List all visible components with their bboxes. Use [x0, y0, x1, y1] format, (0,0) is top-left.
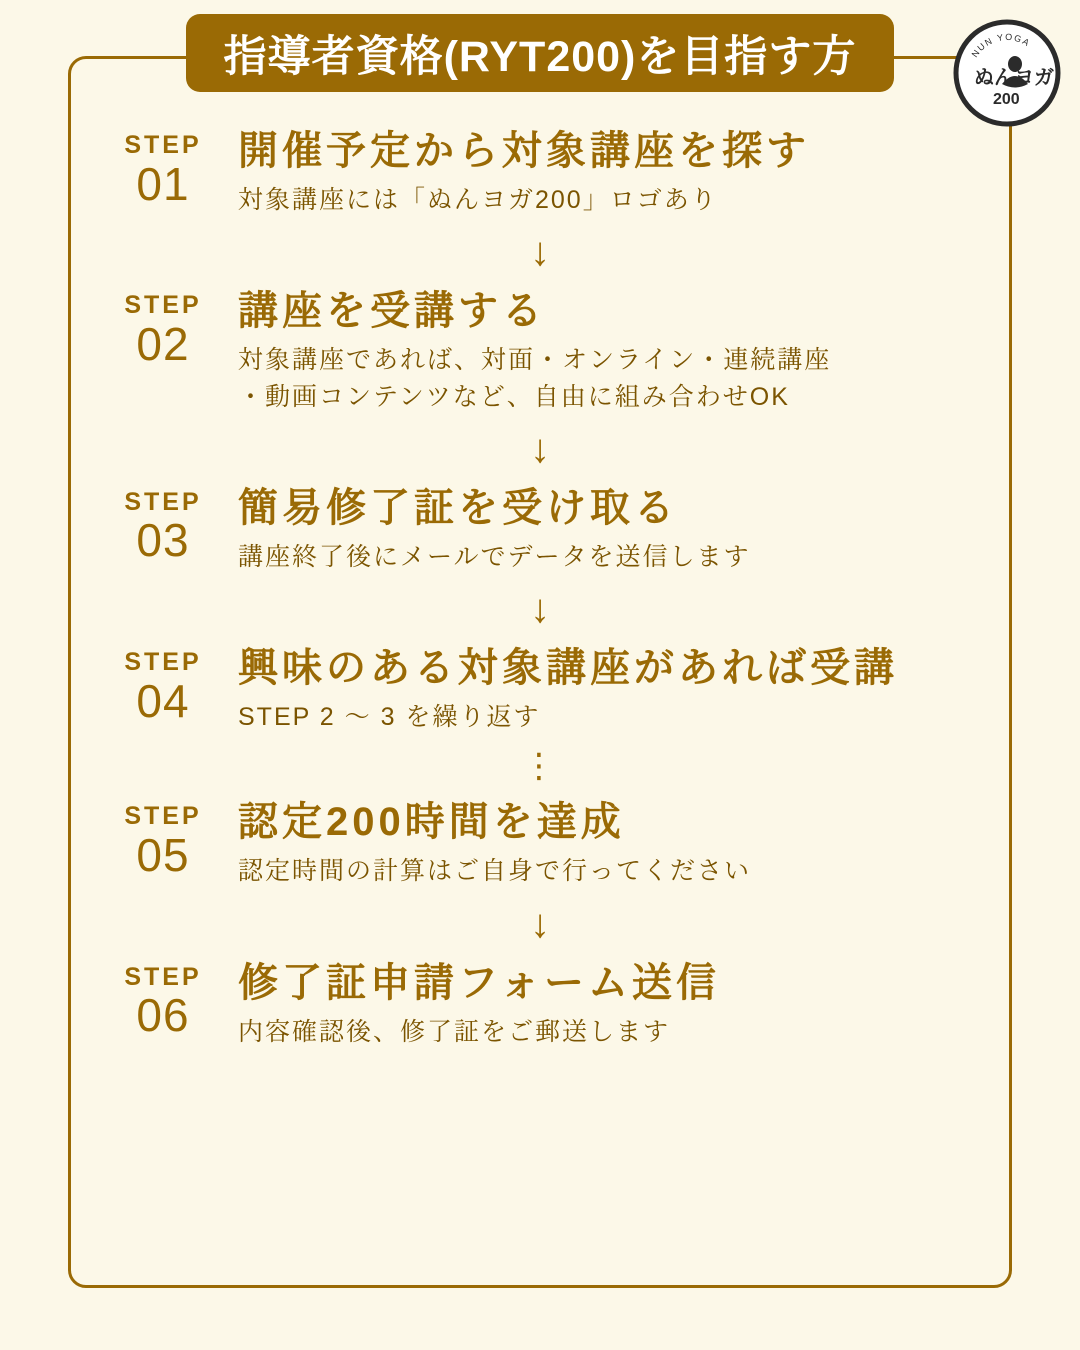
svg-text:NUN YOGA: NUN YOGA — [969, 31, 1033, 60]
step-description-line: ・動画コンテンツなど、自由に組み合わせOK — [238, 382, 790, 411]
step-heading: 簡易修了証を受け取る — [238, 485, 678, 530]
step-description-line: 講座終了後にメールでデータを送信します — [238, 542, 751, 571]
step-number: 04 — [136, 674, 190, 727]
connector-arrow: ↓ — [530, 901, 550, 946]
page-title: 指導者資格(RYT200)を目指す方 — [223, 32, 857, 81]
step-body — [222, 797, 986, 889]
step-badge — [104, 797, 222, 879]
step-heading: 開催予定から対象講座を探す — [238, 129, 810, 173]
step-badge — [104, 286, 222, 368]
step-description-line: 内容確認後、修了証をご郵送します — [238, 1017, 671, 1046]
step-word: STEP — [124, 291, 202, 320]
step-description — [238, 1014, 986, 1050]
step-row — [68, 643, 1012, 735]
connector-arrow: ↓ — [530, 230, 550, 275]
steps-list — [68, 100, 1012, 1050]
title-banner — [186, 14, 894, 92]
step-word: STEP — [124, 962, 202, 991]
step-body — [222, 286, 986, 415]
step-number: 06 — [136, 989, 190, 1041]
step-row — [68, 286, 1012, 415]
step-number: 02 — [136, 317, 190, 370]
step-badge — [104, 483, 222, 565]
step-description-line: STEP 2 〜 3 を繰り返す — [238, 703, 541, 731]
step-body — [222, 483, 986, 575]
step-badge — [104, 126, 222, 208]
step-row — [68, 958, 1012, 1050]
step-row — [68, 100, 1012, 218]
step-description-line: 対象講座には「ぬんヨガ200」ロゴあり — [238, 186, 718, 214]
step-description-line: 認定時間の計算はご自身で行ってください — [238, 857, 752, 886]
step-row — [68, 797, 1012, 889]
step-word: STEP — [124, 648, 202, 676]
step-heading: 修了証申請フォーム送信 — [238, 960, 720, 1005]
step-badge — [104, 643, 222, 725]
step-heading: 認定200時間を達成 — [238, 800, 625, 845]
step-body — [222, 958, 986, 1050]
connector-arrow: ↓ — [530, 587, 550, 631]
step-body — [222, 643, 986, 735]
step-badge — [104, 958, 222, 1040]
step-word: STEP — [124, 802, 202, 831]
step-heading: 興味のある対象講座があれば受講 — [238, 646, 898, 690]
step-number: 03 — [136, 514, 190, 567]
step-heading: 講座を受講する — [238, 289, 546, 334]
step-word: STEP — [124, 131, 202, 159]
step-description-line: 対象講座であれば、対面・オンライン・連続講座 — [238, 346, 832, 375]
connector-arrow: ↓ — [530, 426, 550, 471]
step-number: 01 — [136, 157, 190, 210]
svg-text:200: 200 — [993, 91, 1020, 108]
svg-text:ぬんヨガ: ぬんヨガ — [974, 67, 1054, 89]
connector-dots: ⋮ — [522, 747, 558, 786]
step-body — [222, 126, 986, 218]
step-number: 05 — [136, 828, 190, 881]
step-description — [238, 539, 986, 575]
step-description — [238, 853, 986, 889]
step-word: STEP — [124, 487, 202, 516]
step-description — [238, 182, 986, 218]
step-description — [238, 699, 986, 735]
step-row — [68, 483, 1012, 575]
step-description — [238, 342, 986, 415]
